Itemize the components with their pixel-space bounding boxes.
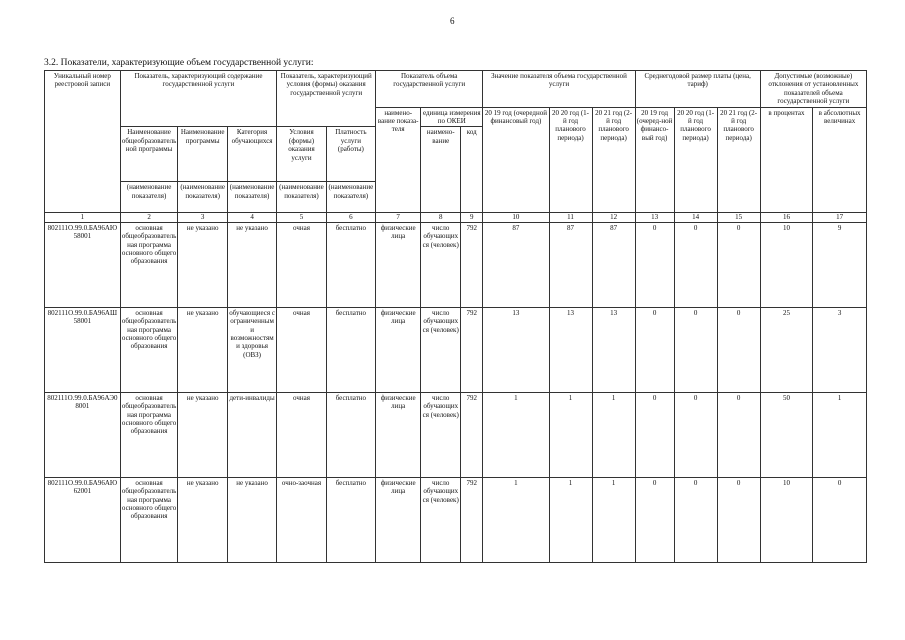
column-number: 9 — [461, 213, 483, 222]
header-price-year-1: 20 19 год (очеред-ной финансо-вый год) — [635, 107, 674, 213]
column-number: 10 — [483, 213, 549, 222]
volume-indicator-name: физические лица — [376, 222, 421, 307]
deviation-absolute: 1 — [813, 392, 867, 477]
unit-name: число обучающихся (человек) — [421, 392, 461, 477]
column-number: 6 — [326, 213, 375, 222]
header-year-3: 20 21 год (2-й год планового периода) — [592, 107, 635, 213]
price-year-1: 0 — [635, 307, 674, 392]
header-category: Категория обучающихся — [227, 127, 276, 182]
service-form: очная — [277, 222, 326, 307]
header-indicator-name: (наименование показателя) — [120, 182, 178, 213]
header-year-2: 20 20 год (1-й год планового периода) — [549, 107, 592, 213]
price-year-1: 0 — [635, 477, 674, 562]
program-name: основная общеобразовательная программа основного общего образования — [120, 222, 178, 307]
unit-code: 792 — [461, 477, 483, 562]
service-form: очная — [277, 307, 326, 392]
service-form: очно-заочная — [277, 477, 326, 562]
column-number: 11 — [549, 213, 592, 222]
header-indicator-name: (наименование показателя) — [277, 182, 326, 213]
student-category: не указано — [227, 222, 276, 307]
header-forms: Условия (формы) оказания услуги — [277, 127, 326, 182]
deviation-absolute: 3 — [813, 307, 867, 392]
programs: не указано — [178, 222, 227, 307]
value-year-1: 1 — [483, 392, 549, 477]
column-number: 15 — [717, 213, 760, 222]
registry-number: 802111О.99.0.БА96АЮ62001 — [45, 477, 121, 562]
section-title: 3.2. Показатели, характеризующие объем государственной услуги: — [44, 58, 314, 68]
programs: не указано — [178, 307, 227, 392]
unit-code: 792 — [461, 307, 483, 392]
price-year-1: 0 — [635, 222, 674, 307]
table-row — [45, 222, 867, 307]
column-number: 3 — [178, 213, 227, 222]
value-year-3: 87 — [592, 222, 635, 307]
table-row — [45, 392, 867, 477]
header-average-price: Среднегодовой размер платы (цена, тариф) — [635, 71, 760, 108]
header-indicator-name: (наименование показателя) — [326, 182, 375, 213]
program-name: основная общеобразовательная программа основного общего образования — [120, 477, 178, 562]
deviation-percent: 10 — [760, 222, 813, 307]
price-year-2: 0 — [674, 392, 717, 477]
header-payment: Платность услуги (работы) — [326, 127, 375, 182]
header-indicator-name: (наименование показателя) — [178, 182, 227, 213]
price-year-2: 0 — [674, 222, 717, 307]
column-number: 4 — [227, 213, 276, 222]
registry-number: 802111О.99.0.БА96АЭ08001 — [45, 392, 121, 477]
header-deviation-percent: в процентах — [760, 107, 813, 213]
header-conditions-indicator: Показатель, характеризующий условия (формы) оказания государственной услуги — [277, 71, 376, 127]
deviation-absolute: 9 — [813, 222, 867, 307]
column-number: 2 — [120, 213, 178, 222]
student-category: не указано — [227, 477, 276, 562]
price-year-3: 0 — [717, 477, 760, 562]
column-number: 13 — [635, 213, 674, 222]
header-volume-unit: единица измерения по ОКЕИ — [421, 107, 483, 127]
price-year-3: 0 — [717, 307, 760, 392]
header-volume-value: Значение показателя объема государственной услуги — [483, 71, 635, 108]
volume-indicator-name: физические лица — [376, 307, 421, 392]
value-year-3: 1 — [592, 477, 635, 562]
header-programs: Наименование программы — [178, 127, 227, 182]
header-unit-name: наимено-вание — [421, 127, 461, 213]
registry-number: 802111О.99.0.БА96АШ58001 — [45, 307, 121, 392]
column-number: 12 — [592, 213, 635, 222]
value-year-3: 1 — [592, 392, 635, 477]
value-year-2: 87 — [549, 222, 592, 307]
value-year-2: 1 — [549, 477, 592, 562]
payment: бесплатно — [326, 477, 375, 562]
header-price-year-3: 20 21 год (2-й год планового периода) — [717, 107, 760, 213]
deviation-percent: 50 — [760, 392, 813, 477]
column-number: 7 — [376, 213, 421, 222]
value-year-2: 13 — [549, 307, 592, 392]
header-content-indicator: Показатель, характеризующий содержание государственной услуги — [120, 71, 277, 127]
value-year-1: 13 — [483, 307, 549, 392]
program-name: основная общеобразовательная программа основного общего образования — [120, 307, 178, 392]
header-deviation-absolute: в абсолютных величинах — [813, 107, 867, 213]
payment: бесплатно — [326, 307, 375, 392]
unit-name: число обучающихся (человек) — [421, 307, 461, 392]
header-year-1: 20 19 год (очередной финансовый год) — [483, 107, 549, 213]
header-volume-name: наимено-вание показа-теля — [376, 107, 421, 213]
program-name: основная общеобразовательная программа основного общего образования — [120, 392, 178, 477]
volume-indicators-table — [44, 70, 867, 563]
column-number: 5 — [277, 213, 326, 222]
price-year-2: 0 — [674, 477, 717, 562]
price-year-3: 0 — [717, 222, 760, 307]
unit-code: 792 — [461, 392, 483, 477]
deviation-absolute: 0 — [813, 477, 867, 562]
service-form: очная — [277, 392, 326, 477]
column-number: 8 — [421, 213, 461, 222]
deviation-percent: 10 — [760, 477, 813, 562]
registry-number: 802111О.99.0.БА96АЮ58001 — [45, 222, 121, 307]
column-number: 17 — [813, 213, 867, 222]
value-year-1: 1 — [483, 477, 549, 562]
header-indicator-name: (наименование показателя) — [227, 182, 276, 213]
header-unique-number: Уникальный номер реестровой записи — [45, 71, 121, 213]
header-price-year-2: 20 20 год (1-й год планового периода) — [674, 107, 717, 213]
column-number: 14 — [674, 213, 717, 222]
value-year-2: 1 — [549, 392, 592, 477]
deviation-percent: 25 — [760, 307, 813, 392]
column-number: 1 — [45, 213, 121, 222]
payment: бесплатно — [326, 222, 375, 307]
page-number: 6 — [450, 16, 455, 26]
header-program-name: Наименование общеобразовательной программы — [120, 127, 178, 182]
header-row-1 — [45, 71, 867, 108]
value-year-3: 13 — [592, 307, 635, 392]
table-row — [45, 477, 867, 562]
price-year-2: 0 — [674, 307, 717, 392]
volume-indicator-name: физические лица — [376, 477, 421, 562]
value-year-1: 87 — [483, 222, 549, 307]
payment: бесплатно — [326, 392, 375, 477]
programs: не указано — [178, 392, 227, 477]
header-deviation: Допустимые (возможные) отклонения от установленных показателей объема государственной услуги — [760, 71, 866, 108]
unit-name: число обучающихся (человек) — [421, 222, 461, 307]
column-numbers-row — [45, 213, 867, 222]
volume-indicator-name: физические лица — [376, 392, 421, 477]
column-number: 16 — [760, 213, 813, 222]
unit-name: число обучающихся (человек) — [421, 477, 461, 562]
unit-code: 792 — [461, 222, 483, 307]
price-year-1: 0 — [635, 392, 674, 477]
student-category: обучающиеся с ограниченными возможностями здоровья (ОВЗ) — [227, 307, 276, 392]
student-category: дети-инвалиды — [227, 392, 276, 477]
table-row — [45, 307, 867, 392]
programs: не указано — [178, 477, 227, 562]
price-year-3: 0 — [717, 392, 760, 477]
header-unit-code: код — [461, 127, 483, 213]
header-volume-indicator: Показатель объема государственной услуги — [376, 71, 483, 108]
